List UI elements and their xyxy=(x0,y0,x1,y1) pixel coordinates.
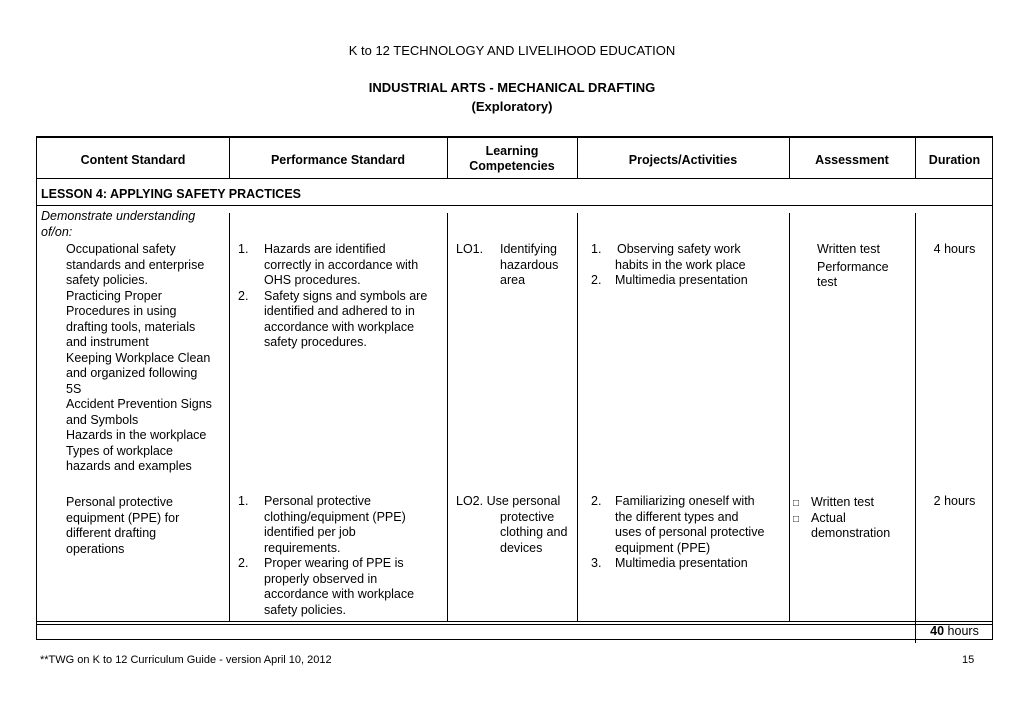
performance-line: safety policies. xyxy=(264,602,346,617)
col-header-learning-line2: Competencies xyxy=(469,159,555,173)
assessment-line: Written test xyxy=(811,495,874,509)
content-line: and Symbols xyxy=(66,412,139,427)
project-line: Observing safety work xyxy=(617,242,741,256)
content-line: standards and enterprise xyxy=(66,257,205,272)
content-line: Procedures in using xyxy=(66,304,177,318)
content-standard-row2 xyxy=(66,495,179,557)
lo-line: hazardous xyxy=(500,257,559,272)
assessment-line: Actual xyxy=(811,510,846,525)
checkbox-bullet-icon: □ xyxy=(793,498,800,509)
performance-line: Hazards are identified xyxy=(264,242,386,256)
document-subtitle: INDUSTRIAL ARTS - MECHANICAL DRAFTING xyxy=(368,80,656,95)
content-line: Types of workplace xyxy=(66,443,173,458)
performance-line: accordance with workplace xyxy=(264,319,415,334)
project-line: equipment (PPE) xyxy=(615,540,711,555)
total-duration xyxy=(915,624,994,640)
content-intro xyxy=(41,209,195,240)
lo-line: protective xyxy=(500,509,555,524)
col-divider xyxy=(577,213,578,621)
item-number: 2. xyxy=(591,273,602,287)
checkbox-bullet-icon: □ xyxy=(793,513,800,525)
performance-line: accordance with workplace xyxy=(264,587,415,601)
col-divider xyxy=(229,213,230,621)
performance-line: requirements. xyxy=(264,540,341,555)
content-line: Personal protective xyxy=(66,495,174,509)
total-duration-unit: hours xyxy=(947,624,979,638)
content-line: and instrument xyxy=(66,335,149,349)
col-divider xyxy=(915,213,916,643)
performance-line: OHS procedures. xyxy=(264,273,361,287)
item-number: 1. xyxy=(238,242,249,256)
performance-line: safety procedures. xyxy=(264,335,367,349)
item-number: 2. xyxy=(238,556,249,570)
content-line: 5S xyxy=(66,381,82,396)
content-line: Accident Prevention Signs xyxy=(66,397,212,411)
lesson-divider xyxy=(37,205,992,206)
performance-item xyxy=(238,494,414,556)
learning-competency-row1 xyxy=(456,242,559,287)
col-header-content: Content Standard xyxy=(80,153,186,167)
content-line: different drafting xyxy=(66,526,157,540)
project-item xyxy=(591,242,748,273)
content-line: drafting tools, materials xyxy=(66,319,196,334)
curriculum-table xyxy=(36,136,993,640)
project-item xyxy=(591,556,764,572)
project-line: uses of personal protective xyxy=(615,525,765,539)
performance-standard-row2 xyxy=(238,494,415,618)
col-header-duration: Duration xyxy=(928,153,981,167)
col-divider xyxy=(447,213,448,621)
col-header-learning-line1: Learning xyxy=(485,144,539,158)
learning-competency-row2 xyxy=(456,494,567,556)
performance-item xyxy=(238,288,428,351)
assessment-line: test xyxy=(817,275,838,289)
content-line: Practicing Proper xyxy=(66,288,162,303)
project-line: Multimedia presentation xyxy=(615,273,748,287)
total-row-divider xyxy=(37,621,992,622)
performance-standard-row1 xyxy=(238,242,428,351)
content-line: Hazards in the workplace xyxy=(66,428,207,442)
performance-line: clothing/equipment (PPE) xyxy=(264,509,406,524)
performance-line: Proper wearing of PPE is xyxy=(264,556,404,570)
content-line: Keeping Workplace Clean xyxy=(66,350,211,365)
content-line: equipment (PPE) for xyxy=(66,510,180,525)
total-row-divider-2 xyxy=(37,624,992,625)
performance-line: properly observed in xyxy=(264,571,378,586)
content-intro-line1: Demonstrate understanding xyxy=(41,209,196,223)
projects-row1 xyxy=(591,242,748,289)
document-qualifier: (Exploratory) xyxy=(471,99,553,114)
performance-line: correctly in accordance with xyxy=(264,257,419,272)
assessment-row2 xyxy=(793,495,891,542)
performance-line: Personal protective xyxy=(264,494,372,508)
content-line: Occupational safety xyxy=(66,242,176,256)
project-line: Multimedia presentation xyxy=(615,556,748,570)
content-line: hazards and examples xyxy=(66,459,192,473)
lo-line: clothing and xyxy=(500,525,568,539)
content-intro-line2: of/on: xyxy=(41,224,73,239)
performance-item xyxy=(238,242,427,289)
project-item xyxy=(591,273,748,289)
project-line: Familiarizing oneself with xyxy=(615,494,755,508)
col-header-performance: Performance Standard xyxy=(270,153,406,167)
lo-line: LO2. Use personal xyxy=(456,494,561,508)
performance-line: identified per job xyxy=(264,525,356,539)
assessment-row1 xyxy=(817,242,889,291)
project-line: habits in the work place xyxy=(615,257,746,272)
item-number: 2. xyxy=(591,494,602,508)
header-divider xyxy=(37,178,992,179)
project-line: the different types and xyxy=(615,509,739,524)
assessment-line: demonstration xyxy=(811,526,891,540)
performance-item xyxy=(238,556,415,618)
col-header-learning xyxy=(447,144,577,174)
col-divider xyxy=(789,213,790,621)
content-standard-row1 xyxy=(66,242,212,475)
projects-row2 xyxy=(591,494,765,572)
assessment-line: Written test xyxy=(817,242,880,256)
footer-note: **TWG on K to 12 Curriculum Guide - version April 10, 2012 xyxy=(40,654,332,666)
project-item xyxy=(591,494,765,556)
lesson-title: LESSON 4: APPLYING SAFETY PRACTICES xyxy=(41,187,302,201)
col-header-projects: Projects/Activities xyxy=(628,153,738,167)
col-header-assessment: Assessment xyxy=(815,153,889,167)
lo-line: area xyxy=(500,273,526,287)
item-number: 3. xyxy=(591,556,602,570)
lo-line: devices xyxy=(500,540,543,555)
content-line: and organized following xyxy=(66,366,198,380)
document-title: K to 12 TECHNOLOGY AND LIVELIHOOD EDUCATION xyxy=(348,43,676,58)
performance-line: identified and adhered to in xyxy=(264,304,415,318)
content-line: safety policies. xyxy=(66,273,148,287)
item-number: 1. xyxy=(591,242,602,256)
total-duration-value: 40 xyxy=(930,624,945,638)
page-number: 15 xyxy=(962,654,975,666)
item-number: 1. xyxy=(238,494,249,508)
lo-line: Identifying xyxy=(500,242,557,256)
assessment-line: Performance xyxy=(817,259,889,274)
item-number: 2. xyxy=(238,288,249,303)
performance-line: Safety signs and symbols are xyxy=(264,288,428,303)
duration-row1: 4 hours xyxy=(933,242,976,256)
content-line: operations xyxy=(66,541,125,556)
lo-code: LO1. xyxy=(456,242,484,256)
duration-row2: 2 hours xyxy=(933,494,976,508)
